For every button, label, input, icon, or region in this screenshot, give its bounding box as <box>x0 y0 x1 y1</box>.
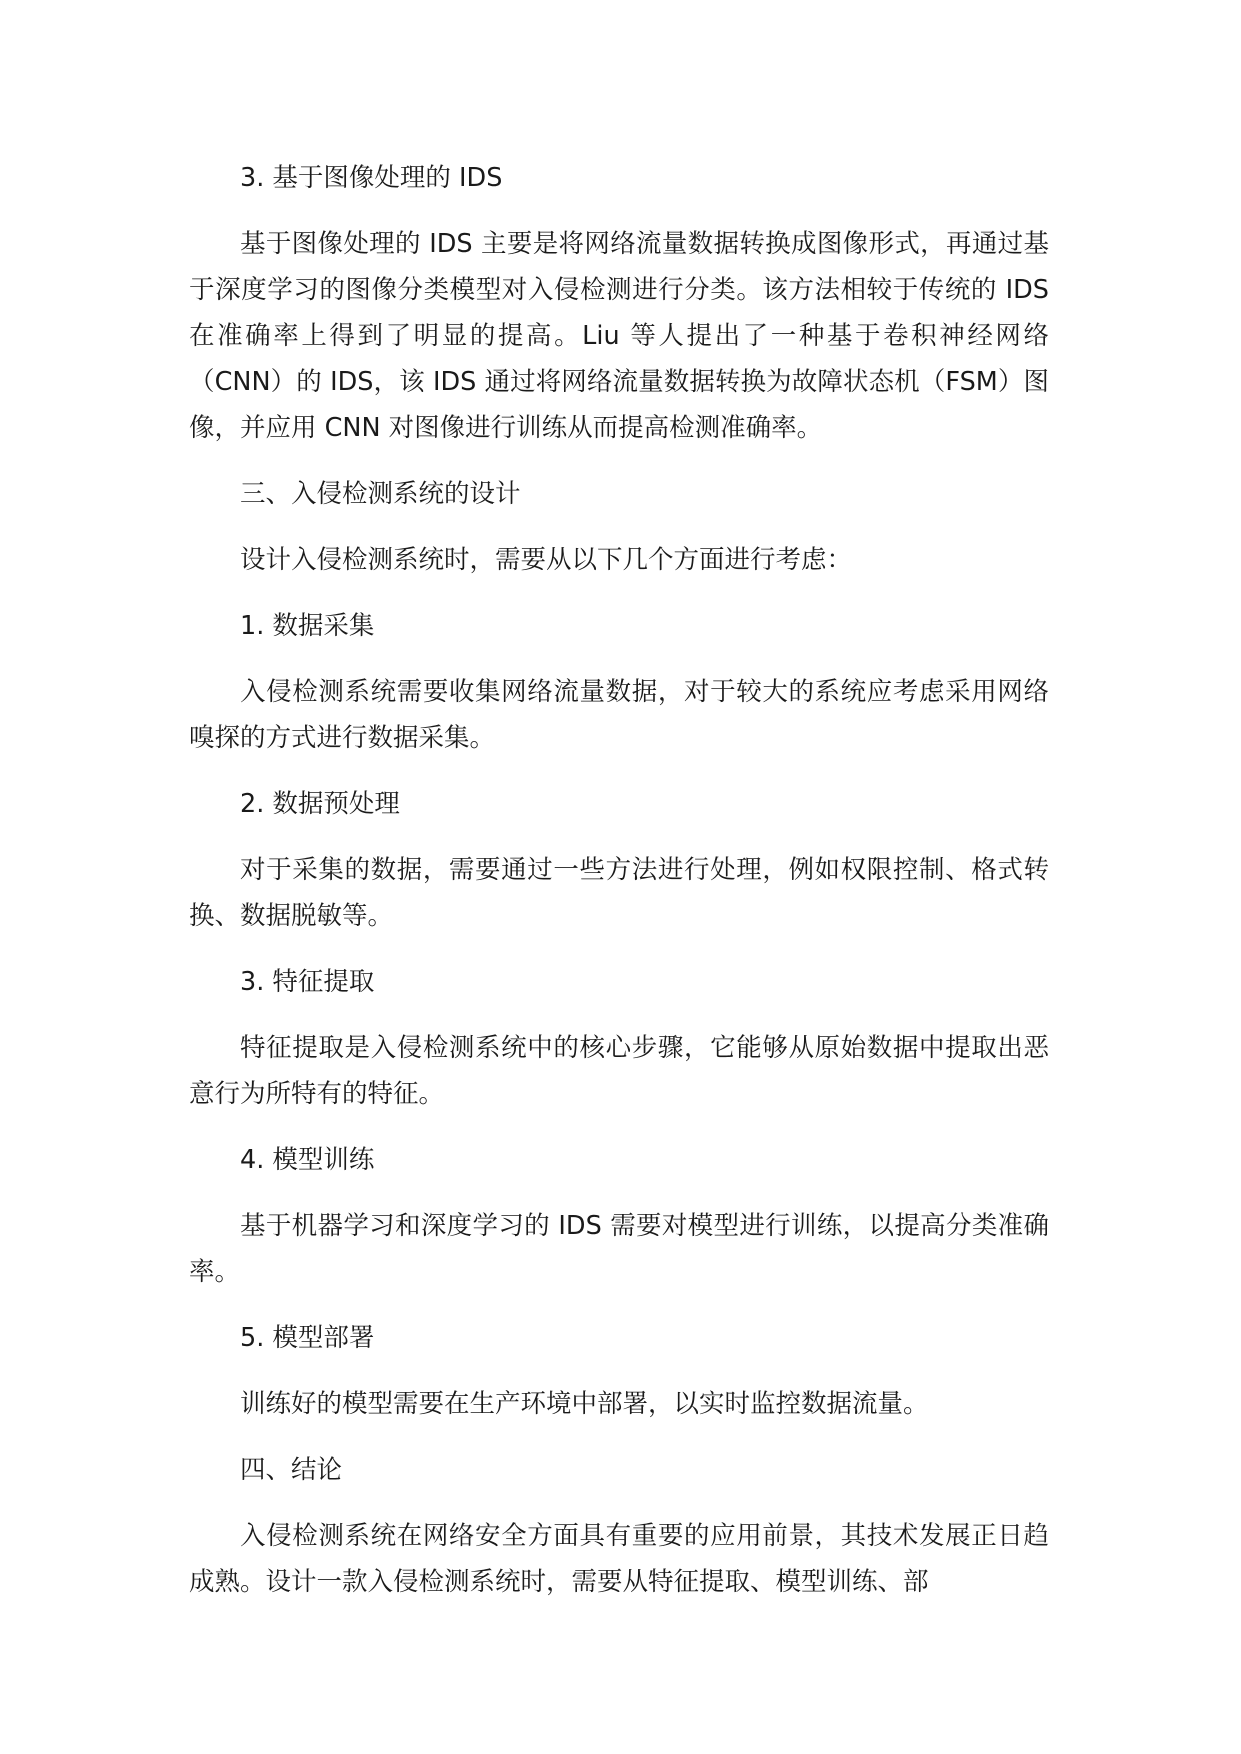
section-heading-conclusion: 四、结论 <box>240 1455 343 1485</box>
document-body <box>189 155 1049 1625</box>
paragraph-design-intro: 设计入侵检测系统时，需要从以下几个方面进行考虑： <box>240 545 853 575</box>
subsection-heading-preprocessing: 2. 数据预处理 <box>240 789 400 819</box>
paragraph-preprocessing: 对于采集的数据，需要通过一些方法进行处理，例如权限控制、格式转换、数据脱敏等。 <box>189 855 1049 931</box>
paragraph-conclusion: 入侵检测系统在网络安全方面具有重要的应用前景，其技术发展正日趋成熟。设计一款入侵检测系统时，需要从特征提取、模型训练、部 <box>189 1521 1049 1597</box>
subsection-heading-model-training: 4. 模型训练 <box>240 1145 375 1175</box>
section-heading-design: 三、入侵检测系统的设计 <box>240 479 521 509</box>
subsection-heading-data-collection: 1. 数据采集 <box>240 611 375 641</box>
subsection-heading-image-ids: 3. 基于图像处理的 IDS <box>240 163 503 193</box>
paragraph-model-deployment: 训练好的模型需要在生产环境中部署，以实时监控数据流量。 <box>240 1389 929 1419</box>
subsection-heading-model-deployment: 5. 模型部署 <box>240 1323 375 1353</box>
subsection-heading-feature-extraction: 3. 特征提取 <box>240 967 375 997</box>
paragraph-feature-extraction: 特征提取是入侵检测系统中的核心步骤，它能够从原始数据中提取出恶意行为所特有的特征。 <box>189 1033 1049 1109</box>
paragraph-data-collection: 入侵检测系统需要收集网络流量数据，对于较大的系统应考虑采用网络嗅探的方式进行数据采集。 <box>189 677 1049 753</box>
paragraph-image-ids: 基于图像处理的 IDS 主要是将网络流量数据转换成图像形式，再通过基于深度学习的图像分类模型对入侵检测进行分类。该方法相较于传统的 IDS 在准确率上得到了明显的提高。Liu 等人提出了一种基于卷积神经网络（CNN）的 IDS，该 IDS 通过将网络流量数据转换为故障状态机（FSM）图像，并应用 CNN 对图像进行训练从而提高检测准确率。 <box>189 229 1049 443</box>
paragraph-model-training: 基于机器学习和深度学习的 IDS 需要对模型进行训练，以提高分类准确率。 <box>189 1211 1049 1287</box>
